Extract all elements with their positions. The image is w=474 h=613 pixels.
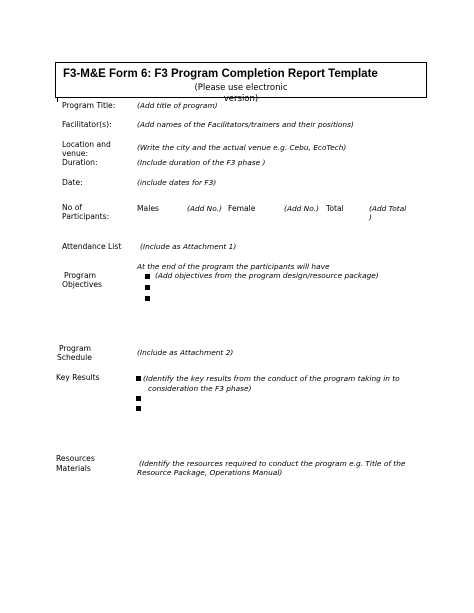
duration-label: Duration: (62, 158, 98, 167)
program-title-value: (Add title of program) (137, 101, 218, 110)
key-results-label: Key Results (56, 373, 100, 382)
subtitle-line-2: version) (223, 94, 259, 104)
location-label-line-1: Location and (62, 140, 111, 149)
males-label: Males (137, 204, 159, 213)
duration-value: (Include duration of the F3 phase ) (137, 158, 266, 167)
female-value: (Add No.) (284, 204, 319, 213)
objectives-label-line-1: Program (64, 271, 97, 280)
female-label: Female (228, 204, 256, 213)
location-label-line-2: venue: (62, 149, 89, 158)
resources-value-line-1: (Identify the resources required to conduct the program e.g. Title of the (139, 459, 406, 468)
participants-label-line-2: Participants: (62, 212, 110, 221)
bullet-square-icon (145, 274, 150, 279)
bullet-square-icon (145, 296, 150, 301)
bullet-square-icon (145, 285, 150, 290)
facilitators-label: Facilitator(s): (62, 120, 112, 129)
objectives-bullet-1: (Add objectives from the program design/resource package) (155, 271, 379, 280)
total-value-line-1: (Add Total (369, 204, 407, 213)
total-label: Total (326, 204, 344, 213)
attendance-label: Attendance List (62, 242, 122, 251)
objectives-intro: At the end of the program the participants will have (137, 262, 330, 271)
date-label: Date: (62, 178, 83, 187)
key-results-bullet-1-line-2: consideration the F3 phase) (148, 384, 252, 393)
bullet-square-icon (136, 406, 141, 411)
subtitle-line-1: (Please use electronic (194, 83, 288, 93)
title-box (55, 62, 427, 104)
resources-label-line-1: Resources (56, 454, 95, 463)
schedule-label-line-2: Schedule (57, 353, 92, 362)
location-value: (Write the city and the actual venue e.g. Cebu, EcoTech) (137, 143, 347, 152)
program-title-label: Program Title: (62, 101, 116, 110)
objectives-label-line-2: Objectives (62, 280, 102, 289)
total-value-line-2: ) (369, 213, 372, 222)
facilitators-value: (Add names of the Facilitators/trainers and their positions) (137, 120, 354, 129)
schedule-label-line-1: Program (59, 344, 92, 353)
resources-value-line-2: Resource Package, Operations Manual) (137, 468, 283, 477)
participants-label-line-1: No of (62, 203, 83, 212)
date-value: (include dates for F3) (137, 178, 217, 187)
bullet-square-icon (136, 376, 141, 381)
form-title: F3-M&E Form 6: F3 Program Completion Report Template (63, 68, 378, 80)
males-value: (Add No.) (187, 204, 222, 213)
schedule-value: (Include as Attachment 2) (137, 348, 234, 357)
key-results-bullet-1-line-1: (Identify the key results from the conduct of the program taking in to (143, 374, 400, 383)
title-box-tick (57, 98, 61, 102)
attendance-value: (Include as Attachment 1) (140, 242, 237, 251)
bullet-square-icon (136, 396, 141, 401)
resources-label-line-2: Materials (56, 464, 91, 473)
